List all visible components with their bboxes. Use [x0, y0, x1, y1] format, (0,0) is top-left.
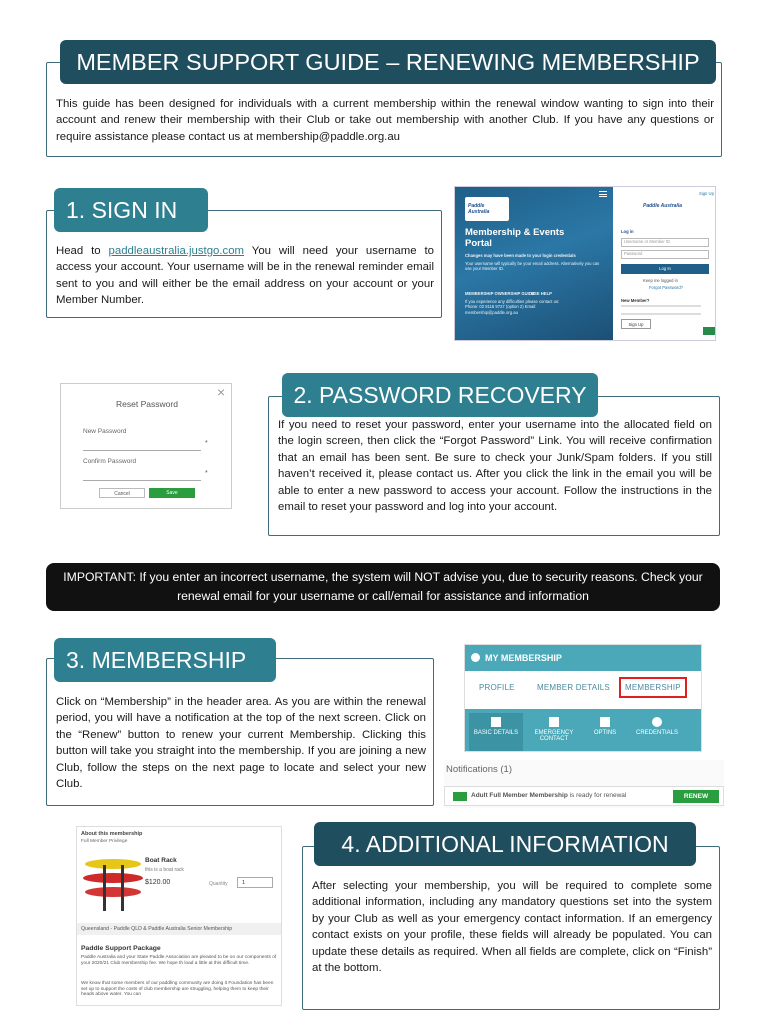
reset-title: Reset Password — [116, 399, 178, 409]
portal-help-link[interactable]: USE HELP — [531, 291, 552, 296]
tile-credentials[interactable] — [627, 713, 687, 752]
confirm-password-input[interactable] — [83, 480, 201, 481]
tile-optins[interactable] — [585, 713, 625, 752]
id-card-icon — [491, 717, 501, 727]
tile-optins-label: OPTINS — [593, 730, 617, 736]
close-icon[interactable]: × — [217, 384, 226, 400]
tile-basic-details-label: BASIC DETAILS — [473, 730, 519, 736]
password-recovery-text: If you need to reset your password, enter your username into the allocated field on the login screen, then click the “Forgot Password” Link. You will receive confirmation that an email has been sent. Be sure to check your Junk/Spam folders. If you still haven’t received it, please contact us. After you click the link in the email you will be able to enter a new password to access your account. Follow the instructions in the email to reset your password and log into your account. — [278, 419, 712, 514]
about-membership: About this membership — [81, 831, 143, 837]
new-member-text — [621, 305, 701, 315]
sign-in-prefix: Head to — [56, 245, 109, 257]
notification-membership-name: Adult Full Member Membership — [471, 792, 568, 799]
my-membership-text: MY MEMBERSHIP — [485, 653, 562, 663]
contact-icon — [549, 717, 559, 727]
menu-icon[interactable] — [599, 191, 607, 197]
sign-in-text — [56, 243, 434, 309]
badge-star-icon — [652, 717, 662, 727]
kayak-rack-image — [81, 855, 145, 915]
confirm-password-label: Confirm Password — [83, 458, 137, 465]
item-name: Boat Rack — [145, 857, 177, 864]
tile-emergency-contact-label: EMERGENCY CONTACT — [534, 730, 574, 742]
sign-in-title-text: 1. SIGN IN — [66, 196, 178, 223]
additional-info-title-text: 4. ADDITIONAL INFORMATION — [341, 830, 669, 857]
privilege-text: Full Member Privilege — [81, 839, 128, 844]
notification-text — [471, 792, 626, 799]
membership-text: Click on “Membership” in the header area. As you are within the renewal period, you will have a notification at the top of the next screen. Click on the “Renew” button to renew your current Membership. Clicking this button will take you straight into the membership. If you are joining a new Club, follow the steps on the next page to locate and select your new Club. — [56, 696, 426, 791]
checklist-icon — [600, 717, 610, 727]
sign-in-title — [54, 188, 208, 232]
notification-suffix: is ready for renewal — [567, 792, 627, 799]
new-password-required: * — [205, 440, 208, 447]
portal-right-logo: Paddle Australia — [643, 203, 682, 209]
password-input[interactable]: Password — [621, 250, 709, 259]
password-recovery-title-text: 2. PASSWORD RECOVERY — [293, 381, 587, 408]
new-password-input[interactable] — [83, 450, 201, 451]
new-password-label: New Password — [83, 428, 127, 435]
club-line: Queensland - Paddle QLD & Paddle Australia Senior Membership — [77, 923, 282, 935]
sign-in-suffix: You will need your username to access your account. Your username will be in the renewal reminder email sent to you and will either be the email address on your account or your Member Number. — [56, 245, 434, 307]
my-membership-header — [465, 645, 702, 671]
renew-button[interactable]: RENEW — [673, 790, 719, 803]
notification-row — [444, 786, 724, 806]
package-title: Paddle Support Package — [81, 945, 161, 952]
login-title: Log in — [621, 229, 634, 234]
portal-logo — [465, 197, 509, 221]
portal-signup-link[interactable]: Sign Up — [699, 191, 714, 196]
membership-card-icon — [453, 792, 467, 801]
page-title-text: MEMBER SUPPORT GUIDE – RENEWING MEMBERSHIP — [76, 48, 700, 75]
notifications-screenshot — [444, 760, 724, 808]
package-text: Paddle Australia and your State Paddle Association are pleased to be on our components of your 2020/21 Club membership fee. We hope th load a little at this difficult time. — [81, 955, 277, 966]
forgot-password-link[interactable]: Forgot Password? — [649, 285, 683, 290]
username-input[interactable]: Username or Member ID — [621, 238, 709, 247]
notifications-title: Notifications (1) — [446, 764, 512, 775]
tab-member-details[interactable]: MEMBER DETAILS — [537, 683, 610, 692]
portal-heading: Membership & Events Portal — [465, 227, 565, 249]
item-price: $120.00 — [145, 879, 171, 886]
portal-link[interactable]: paddleaustralia.justgo.com — [108, 245, 245, 257]
portal-guide-link[interactable]: MEMBERSHIP OWNERSHIP GUIDE — [465, 291, 535, 296]
membership-title — [54, 638, 276, 682]
product-screenshot — [76, 826, 282, 1006]
password-recovery-title — [282, 373, 598, 417]
intro-text: This guide has been designed for individuals with a current membership within the renewal window wanting to sign into their account and renew their membership with their Club or take out membership with another Club. If you have any questions or require assistance please contact us at membership@paddle.org.au — [56, 98, 714, 143]
quantity-label: Quantity — [209, 881, 228, 887]
package-text-2: We know that some members of our paddling community are doing it Foundation has been set up to support the costs of club membership are struggling, helping them to keep their heads above water. You can — [81, 981, 274, 998]
item-desc: this is a boat rack — [145, 867, 184, 873]
badge-icon — [703, 327, 715, 335]
portal-signup-button[interactable]: Sign Up — [621, 319, 651, 329]
user-icon — [471, 653, 480, 662]
tab-membership[interactable]: MEMBERSHIP — [619, 677, 687, 698]
keep-logged-checkbox[interactable]: Keep me logged in — [643, 278, 678, 283]
quantity-select[interactable]: 1 — [237, 877, 273, 888]
new-member-heading: New Member? — [621, 298, 650, 303]
portal-right-pane — [613, 187, 716, 341]
reset-password-screenshot — [60, 383, 232, 509]
portal-screenshot — [454, 186, 716, 341]
tab-profile[interactable]: PROFILE — [479, 683, 515, 692]
confirm-password-required: * — [205, 470, 208, 477]
portal-contact: If you experience any difficulties please contact us: Phone: 02 8116 9727 (option 2) Email: membership@paddle.org.au — [465, 299, 560, 315]
portal-note-1: Changes may have been made to your login credentials — [465, 253, 576, 258]
important-notice — [46, 563, 720, 611]
membership-title-text: 3. MEMBERSHIP — [66, 646, 247, 673]
additional-info-title — [314, 822, 696, 866]
tile-basic-details[interactable] — [469, 713, 523, 752]
additional-info-text: After selecting your membership, you will be required to complete some additional information, including any mandatory questions set into the system by your Club as well as your emergency contact information. If an emergency contact exists on your profile, these fields will already be populated. You can update these details as required. When all fields are complete, click on “Finish” at the bottom. — [312, 880, 712, 975]
tile-credentials-label: CREDENTIALS — [635, 730, 678, 736]
portal-note-2: Your username will typically be your email address. Alternatively you can use your Member ID. — [465, 261, 600, 272]
page-title — [60, 40, 716, 84]
save-button[interactable]: Save — [149, 488, 195, 498]
cancel-button[interactable]: Cancel — [99, 488, 145, 498]
important-text: IMPORTANT: If you enter an incorrect username, the system will NOT advise you, due to security reasons. Check your renewal email for your username or call/email for assistance and information — [63, 570, 703, 603]
tile-emergency-contact[interactable] — [527, 713, 581, 752]
portal-left-pane — [455, 187, 613, 341]
login-button[interactable]: Log In — [621, 264, 709, 274]
membership-nav-screenshot — [464, 644, 702, 752]
portal-logo-text: Paddle Australia — [468, 203, 490, 215]
